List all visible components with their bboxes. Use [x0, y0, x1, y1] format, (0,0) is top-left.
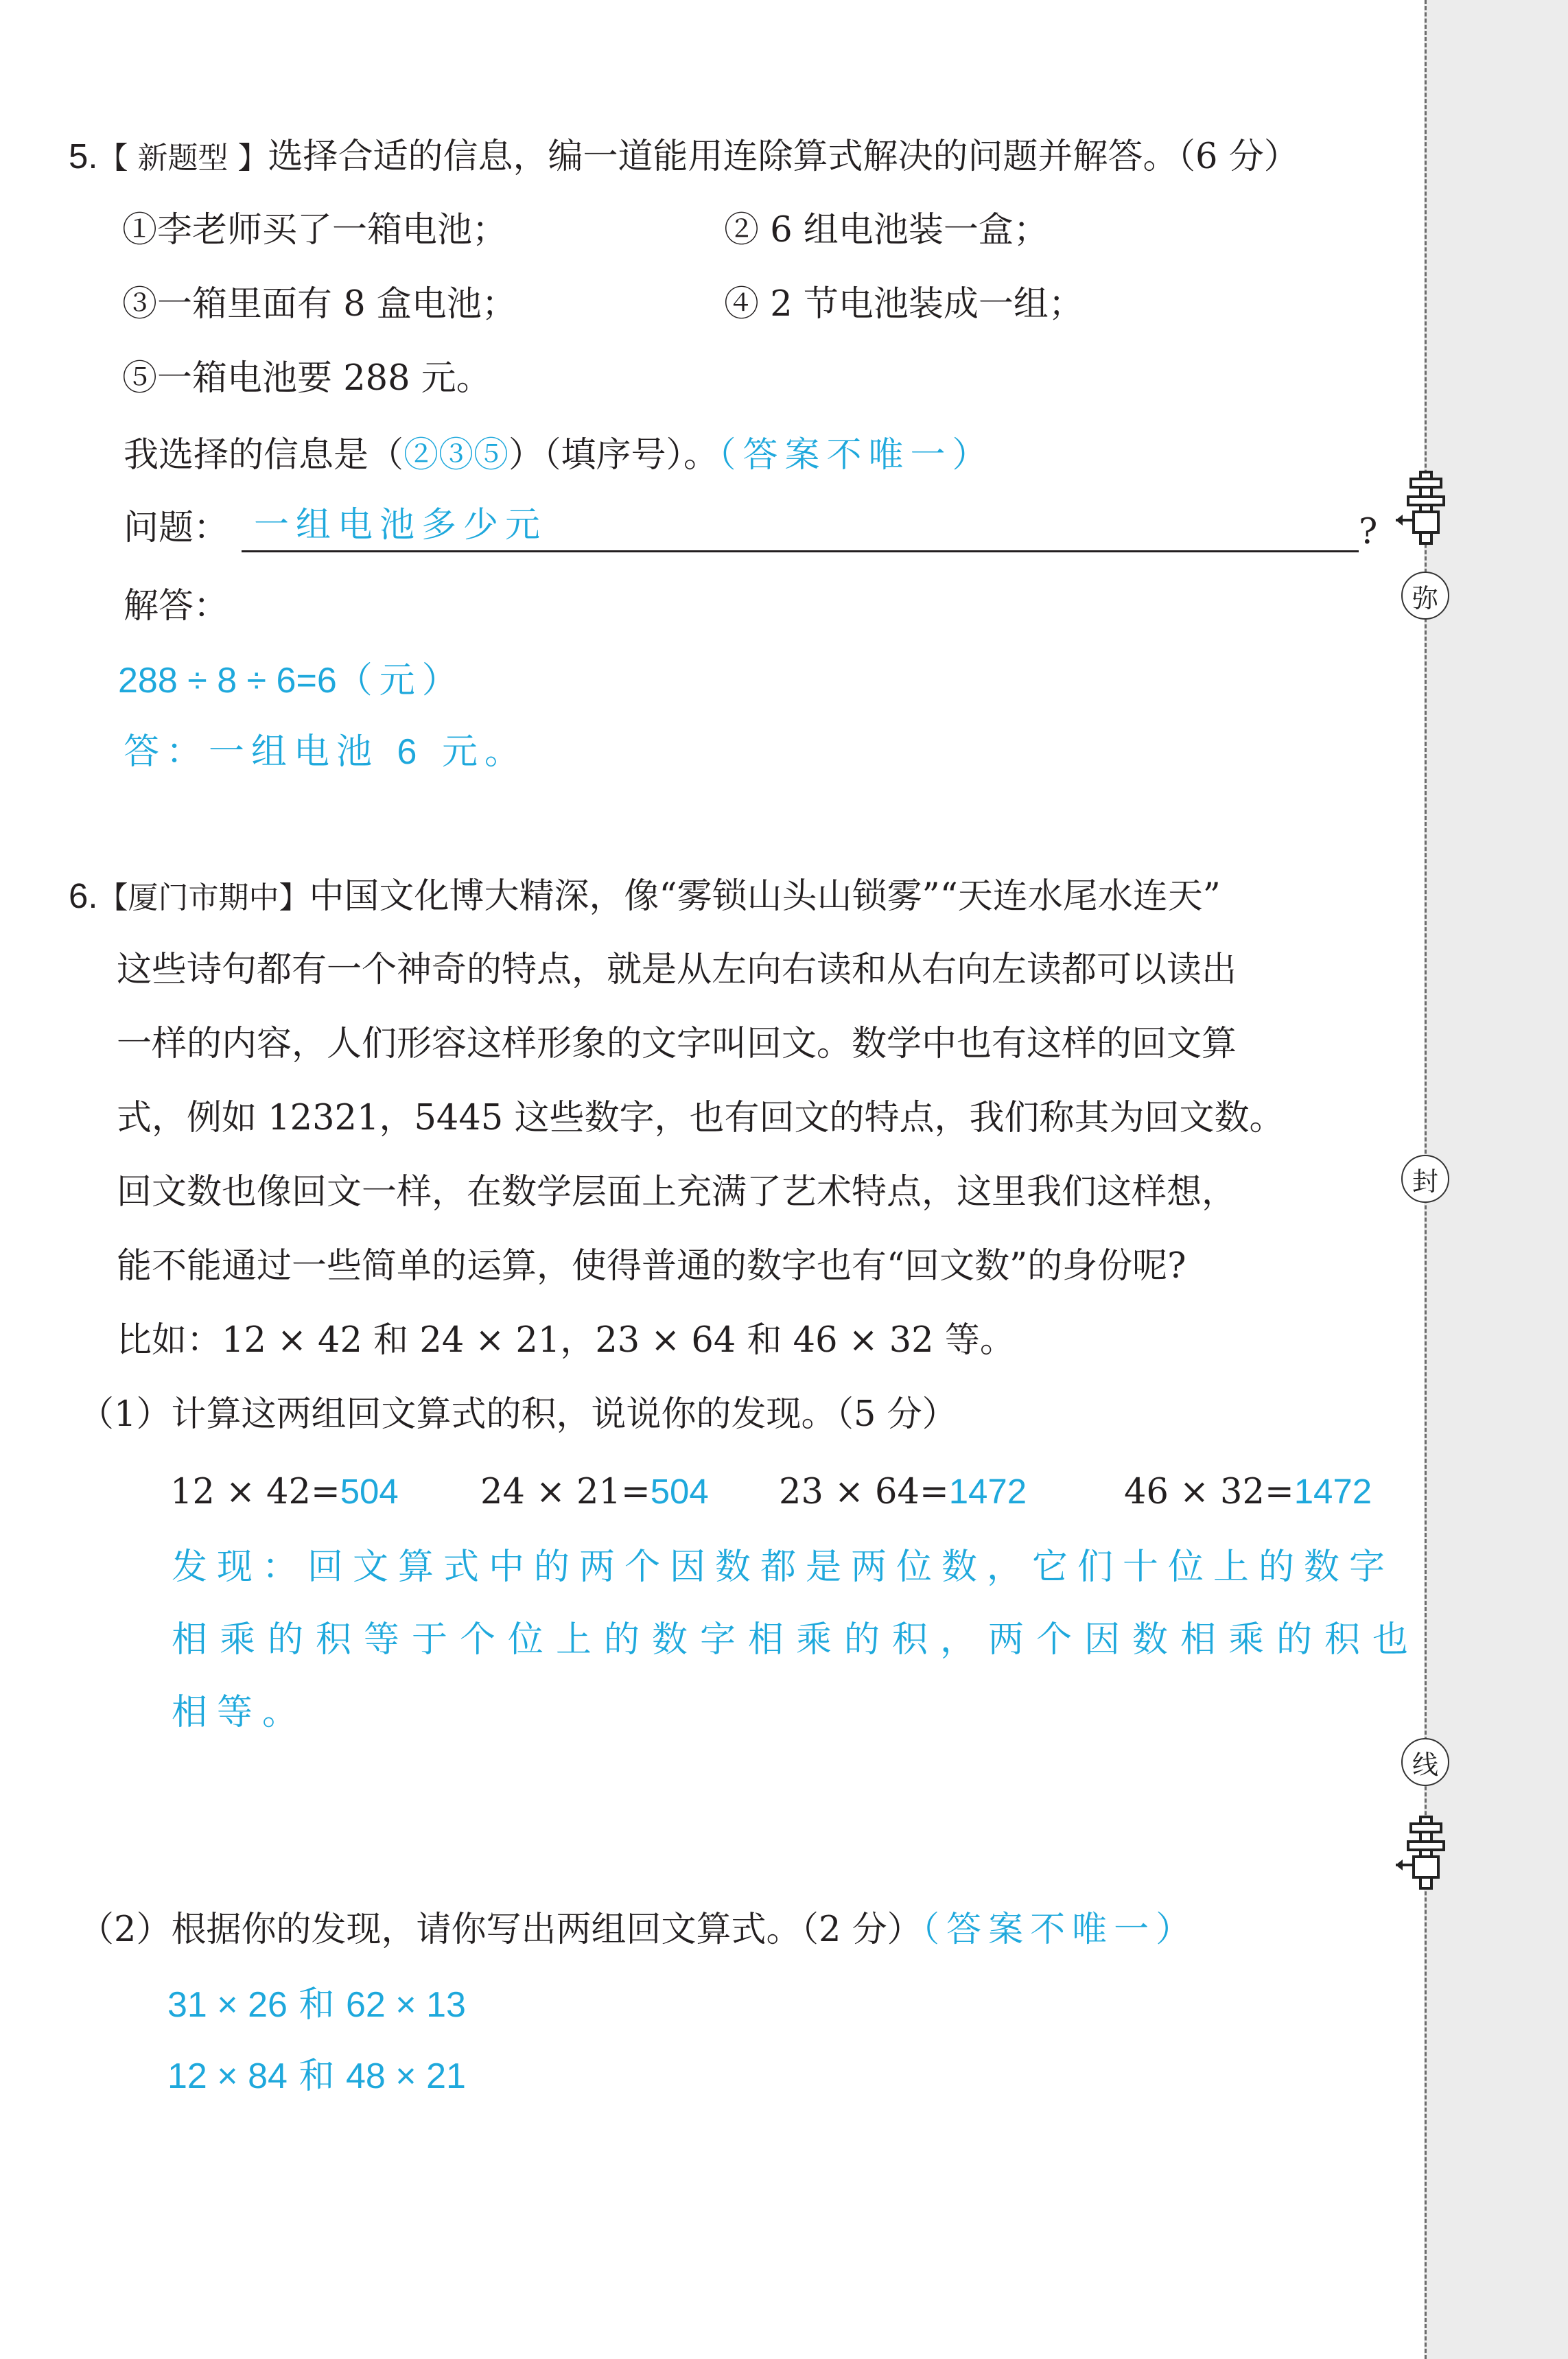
q5-info-1: ①李老师买了一箱电池； — [122, 210, 508, 250]
q6-part2-answer-1-join: 和 — [287, 1984, 347, 2026]
q6-finding-line-2: 相乘的积等于个位上的数字相乘的积，两个因数相乘的积也 — [172, 1619, 1421, 1660]
q6-part2-answer-1-a: 31 × 26 — [167, 1985, 288, 2025]
q6-part2-answer-2-a: 12 × 84 — [167, 2056, 288, 2096]
q6-paragraph-line-5: 回文数也像回文一样，在数学层面上充满了艺术特点，这里我们这样想， — [117, 1172, 1237, 1212]
seal-xian: 线 — [1401, 1738, 1449, 1786]
q6-part1-calc-3 — [779, 1474, 1027, 1510]
q6-calc-2-expr: 24 × 21= — [480, 1472, 651, 1512]
scissors-icon — [1393, 467, 1459, 549]
q6-part1-calc-4 — [1124, 1474, 1372, 1510]
q6-part1-prompt: （1）计算这两组回文算式的积，说说你的发现。（5 分） — [79, 1394, 957, 1435]
q6-paragraph-line-7: 比如：12 × 42 和 24 × 21，23 × 64 和 46 × 32 等。 — [117, 1320, 1015, 1361]
q6-calc-3-answer: 1472 — [948, 1472, 1027, 1511]
q6-header — [69, 876, 1221, 917]
q6-part2-prompt: （2）根据你的发现，请你写出两组回文算式。（2 分） — [79, 1910, 922, 1950]
q5-header — [69, 137, 1299, 177]
q5-question-label: 问题： — [124, 508, 229, 548]
q6-paragraph-line-4: 式，例如 12321，5445 这些数字，也有回文的特点，我们称其为回文数。 — [117, 1098, 1285, 1138]
q5-question-answer: 一组电池多少元 — [254, 505, 548, 545]
q6-part2-answer-1-b: 62 × 13 — [346, 1985, 466, 2025]
q6-calc-1-expr: 12 × 42= — [170, 1472, 340, 1512]
q5-solution-calc-unit: （元） — [336, 660, 465, 701]
q6-part2-answer-2-join: 和 — [287, 2056, 347, 2097]
q5-solution-calc — [118, 660, 465, 701]
seal-mi: 弥 — [1401, 572, 1449, 620]
q6-calc-2-answer: 504 — [650, 1472, 709, 1511]
q6-calc-1-answer: 504 — [340, 1472, 399, 1511]
seal-feng: 封 — [1401, 1155, 1449, 1203]
q6-number: 6. — [69, 876, 98, 915]
q5-tag: 【 新题型 】 — [97, 141, 268, 176]
q5-solution-answer-b: 元。 — [423, 731, 527, 773]
q5-choice-suffix: ）（填序号）。 — [508, 435, 719, 476]
q5-info-2: ② 6 组电池装一盒； — [724, 210, 1049, 250]
q6-part2-answer-1 — [167, 1984, 466, 2026]
q5-question-mark: ? — [1359, 512, 1378, 552]
q5-solution-calc-num: 288 ÷ 8 ÷ 6=6 — [118, 661, 337, 701]
q6-paragraph-line-6: 能不能通过一些简单的运算，使得普通的数字也有“回文数”的身份呢? — [117, 1246, 1186, 1287]
q6-part1-calc-1 — [170, 1474, 399, 1510]
q5-choice-prefix: 我选择的信息是（ — [124, 435, 404, 476]
q6-part1-calc-2 — [480, 1474, 709, 1510]
q5-choice-answer: ②③⑤ — [403, 435, 509, 476]
q5-info-3: ③一箱里面有 8 盒电池； — [122, 284, 517, 325]
q5-info-4: ④ 2 节电池装成一组； — [724, 284, 1084, 325]
q6-part2-answer-2 — [167, 2056, 466, 2097]
q5-solution-answer-a: 答：一组电池 — [124, 731, 397, 773]
q6-tag: 【厦门市期中】 — [97, 880, 309, 915]
q5-info-5: ⑤一箱电池要 288 元。 — [122, 358, 491, 399]
q5-choice-line — [124, 435, 994, 476]
scissors-icon — [1393, 1811, 1459, 1894]
q5-choice-note: （答案不唯一） — [718, 435, 994, 476]
q6-finding-line-3: 相等。 — [172, 1692, 308, 1733]
q6-paragraph-line-1: 中国文化博大精深，像“雾锁山头山锁雾”“天连水尾水连天” — [309, 876, 1221, 917]
q6-calc-4-expr: 46 × 32= — [1124, 1472, 1294, 1512]
q6-part2-prompt-line — [79, 1910, 1198, 1950]
q6-calc-4-answer: 1472 — [1294, 1472, 1372, 1511]
q6-paragraph-line-3: 一样的内容，人们形容这样形象的文字叫回文。数学中也有这样的回文算 — [117, 1024, 1237, 1064]
q5-number: 5. — [69, 137, 98, 176]
q6-part2-note: （答案不唯一） — [922, 1910, 1198, 1950]
q6-finding-line-1: 发现：回文算式中的两个因数都是两位数，它们十位上的数字 — [172, 1547, 1395, 1588]
q6-calc-3-expr: 23 × 64= — [779, 1472, 949, 1512]
q5-solution-answer-num: 6 — [397, 732, 424, 772]
q6-part2-answer-2-b: 48 × 21 — [346, 2056, 466, 2096]
q5-solution-answer — [124, 731, 527, 773]
q5-solution-label: 解答： — [124, 586, 229, 626]
q6-paragraph-line-2: 这些诗句都有一个神奇的特点，就是从左向右读和从右向左读都可以读出 — [117, 950, 1237, 990]
q5-prompt: 选择合适的信息，编一道能用连除算式解决的问题并解答。（6 分） — [268, 137, 1299, 177]
